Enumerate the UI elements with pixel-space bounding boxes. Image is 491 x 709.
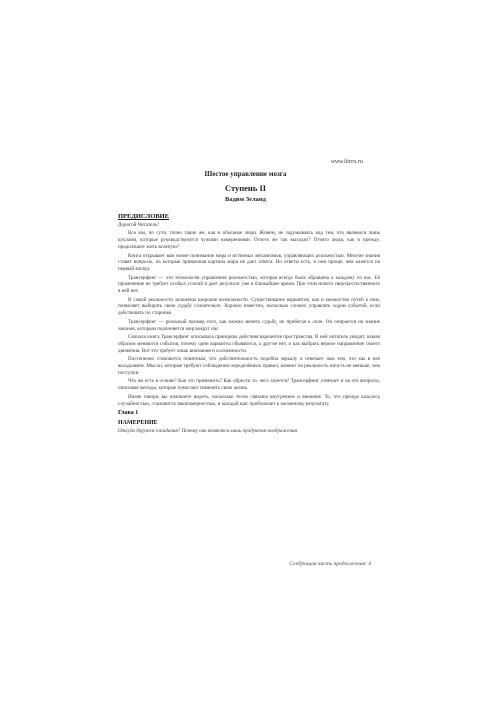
- preface-paragraph: В самой реальности заложены широкие возможности. Существование вариантов, как и множество путей к ним, позволяет выбирать свою судьбу сознательно. Хорошо известно, насколько сложно управлять ходом событий, если действовать по старинке.: [118, 296, 380, 317]
- book-subtitle: Ступень II: [224, 183, 267, 193]
- book-author: Вадим Зеланд: [225, 196, 266, 203]
- preface-paragraph: Иначе говоря, вы начинаете видеть, насколько тесно связаны внутреннее и внешнее. То, что прежде казалось случайностью, становится закономерностью, и каждый шаг приближает к желаемому результату.: [118, 393, 380, 407]
- preface-paragraph: Постепенно становится понятным, что действительность подобна зеркалу и отвечает нам тем, что мы в неё вкладываем. Мысли, которые требуют соблюдения определённых правил, влияют на реальность ничуть не меньше, чем поступки.: [118, 356, 380, 376]
- preface-paragraph: Книга открывает вам новое понимание мира и истинных механизмов, управляющих реальностью. Многие знания ставят вопросы, на которые привычная картина мира не дает ответа. Но ответы есть, и они проще, чем кажется на первый взгляд.: [118, 252, 380, 272]
- preface-heading: ПРЕДИСЛОВИЕ: [118, 213, 170, 220]
- site-url: www.litres.ru: [330, 159, 363, 165]
- preface-paragraph: Сначала книга Трансерфинг описывала принципы действия вариантов пространства. В ней читатель увидит, каким образом меняются события, почему одни варианты сбываются, а другие нет, и как выбрать верное направление своего движения. Всё это требует лишь внимания и осознанности.: [118, 334, 380, 354]
- chapter-label: Глава 1: [118, 410, 139, 417]
- preface-paragraph: Что же есть в основе? Как это применить? Как обрести то, чего хочется? Трансерфинг отвечает и на эти вопросы, описывая методы, которые помогают изменить свою жизнь.: [118, 378, 380, 392]
- preface-paragraph: Трансерфинг — это технология управления реальностью, которая всегда была обращена к каждому из нас. Её применение не требует особых усилий и дает результат уже в ближайшее время. При этом ничего сверхъестественного в ней нет.: [118, 274, 380, 295]
- preface-greeting: Дорогой Читатель!: [118, 221, 160, 228]
- preface-paragraph: Все мы, по сути, точно такие же, как и обычные люди. Живем, не задумываясь над тем, что являемся лишь куклами, которые руководствуются чужими намерениями. Отчего же так выходит? Отчего люди, как и прежде, продолжают жить вслепую?: [118, 230, 380, 250]
- continue-note: Следующая часть продолжения: 4: [289, 561, 371, 567]
- book-title: Шестое управление мозга: [204, 170, 287, 178]
- document-body: [118, 212, 380, 436]
- preface-paragraph: Трансерфинг — реальный пример того, как можно менять судьбу, не прибегая к силе. Он опирается на знание законов, которым подчиняется мир вокруг нас.: [118, 318, 380, 332]
- chapter-heading: НАМЕРЕНИЕ: [118, 419, 158, 426]
- chapter-lead: Откуда берутся ожидания? Почему они являются лишь продуктом воображения.: [118, 427, 299, 434]
